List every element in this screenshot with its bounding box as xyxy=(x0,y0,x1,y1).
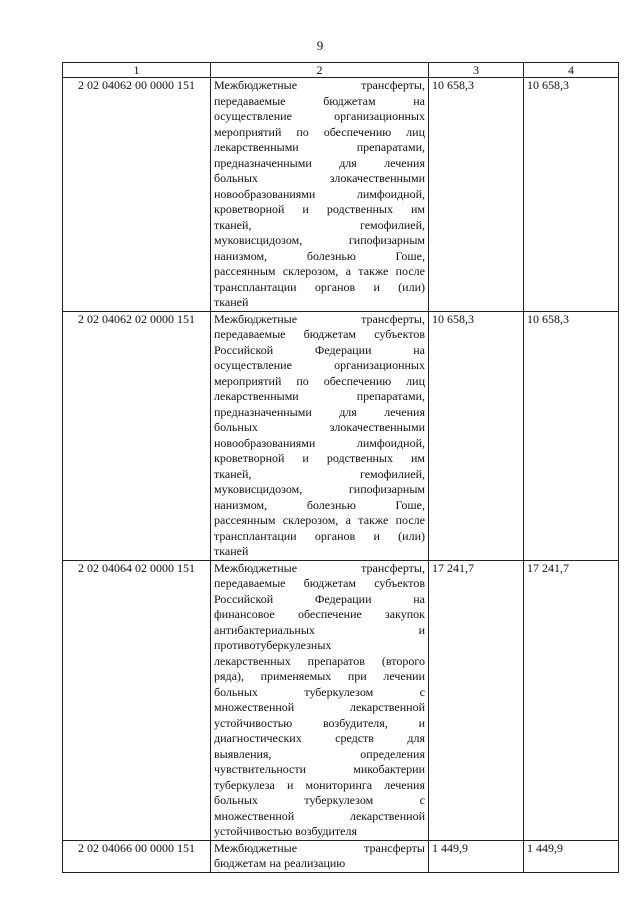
row-amount-col3: 1 449,9 xyxy=(429,840,524,872)
row-code: 2 02 04062 02 0000 151 xyxy=(63,311,211,560)
row-amount-col3: 17 241,7 xyxy=(429,560,524,840)
column-header-4: 4 xyxy=(524,63,619,78)
row-description xyxy=(211,311,429,560)
description-line: мероприятий по обеспечению лиц xyxy=(214,124,425,139)
description-line: больных злокачественными xyxy=(214,171,425,185)
description-line: новообразованиями лимфоидной, xyxy=(214,186,425,201)
row-amount-col3: 10 658,3 xyxy=(429,311,524,560)
table-row xyxy=(63,560,619,840)
description-line: Межбюджетные трансферты, xyxy=(214,78,425,92)
row-amount-col4: 17 241,7 xyxy=(524,560,619,840)
description-line: передаваемые бюджетам на xyxy=(214,93,425,108)
description-line: тканей, гемофилией, xyxy=(214,466,425,481)
row-amount-col4: 10 658,3 xyxy=(524,311,619,560)
description-line: муковисцидозом, гипофизарным xyxy=(214,233,425,247)
description-line: Межбюджетные трансферты, xyxy=(214,560,425,575)
column-header-2: 2 xyxy=(211,63,429,78)
table-row xyxy=(63,78,619,312)
description-line: передаваемые бюджетам субъектов xyxy=(214,327,425,341)
column-header-3: 3 xyxy=(429,63,524,78)
description-line: чувствительности микобактерии xyxy=(214,762,425,776)
description-line: финансовое обеспечение закупок xyxy=(214,607,425,621)
description-line: тканей xyxy=(214,295,249,309)
description-line: трансплантации органов и (или) xyxy=(214,279,425,294)
description-line: кроветворной и родственных им xyxy=(214,202,425,216)
description-line: трансплантации органов и (или) xyxy=(214,528,425,543)
row-amount-col3: 10 658,3 xyxy=(429,78,524,312)
description-line: Российской Федерации на xyxy=(214,342,425,357)
description-line: тканей xyxy=(214,544,249,558)
page-number: 9 xyxy=(316,38,324,53)
table-row xyxy=(63,311,619,560)
description-line: больных туберкулезом с xyxy=(214,684,425,699)
description-line: больных туберкулезом с xyxy=(214,793,425,807)
description-line: устойчивостью возбудителя xyxy=(214,824,358,838)
description-line: лекарственными препаратами, xyxy=(214,389,425,403)
description-line: туберкулеза и мониторинга лечения xyxy=(214,777,425,792)
description-line: осуществление организационных xyxy=(214,109,425,123)
description-line: диагностических средств для xyxy=(214,731,425,745)
description-line: муковисцидозом, гипофизарным xyxy=(214,482,425,496)
description-line: Межбюджетные трансферты, xyxy=(214,311,425,326)
description-line: тканей, гемофилией, xyxy=(214,217,425,232)
description-line: нанизмом, болезнью Гоше, xyxy=(214,248,425,263)
row-amount-col4: 10 658,3 xyxy=(524,78,619,312)
description-line: предназначенными для лечения xyxy=(214,404,425,419)
description-line: бюджетам на реализацию xyxy=(214,856,346,870)
table-header-row xyxy=(63,63,619,78)
description-line: множественной лекарственной xyxy=(214,808,425,823)
description-line: рассеянным склерозом, а также после xyxy=(214,513,425,527)
row-amount-col4: 1 449,9 xyxy=(524,840,619,872)
description-line: множественной лекарственной xyxy=(214,700,425,714)
transfers-table xyxy=(62,62,619,873)
row-code: 2 02 04062 00 0000 151 xyxy=(63,78,211,312)
description-line: ряда), применяемых при лечении xyxy=(214,669,425,683)
description-line: Российской Федерации на xyxy=(214,591,425,606)
description-line: рассеянным склерозом, а также после xyxy=(214,264,425,278)
row-description xyxy=(211,840,429,872)
description-line: осуществление организационных xyxy=(214,358,425,372)
table-body xyxy=(63,78,619,873)
description-line: устойчивостью возбудителя, и xyxy=(214,715,425,730)
description-line: лекарственных препаратов (второго xyxy=(214,653,425,668)
description-line: нанизмом, болезнью Гоше, xyxy=(214,497,425,512)
description-line: выявления, определения xyxy=(214,746,425,761)
table-row xyxy=(63,840,619,872)
description-line: антибактериальных и xyxy=(214,622,425,637)
row-description xyxy=(211,560,429,840)
description-line: противотуберкулезных xyxy=(214,638,332,652)
row-description xyxy=(211,78,429,312)
column-header-1: 1 xyxy=(63,63,211,78)
row-code: 2 02 04066 00 0000 151 xyxy=(63,840,211,872)
description-line: новообразованиями лимфоидной, xyxy=(214,435,425,450)
description-line: лекарственными препаратами, xyxy=(214,140,425,154)
description-line: передаваемые бюджетам субъектов xyxy=(214,576,425,590)
description-line: Межбюджетные трансферты xyxy=(214,840,425,855)
description-line: мероприятий по обеспечению лиц xyxy=(214,373,425,388)
description-line: больных злокачественными xyxy=(214,420,425,434)
description-line: кроветворной и родственных им xyxy=(214,451,425,465)
row-code: 2 02 04064 02 0000 151 xyxy=(63,560,211,840)
description-line: предназначенными для лечения xyxy=(214,155,425,170)
